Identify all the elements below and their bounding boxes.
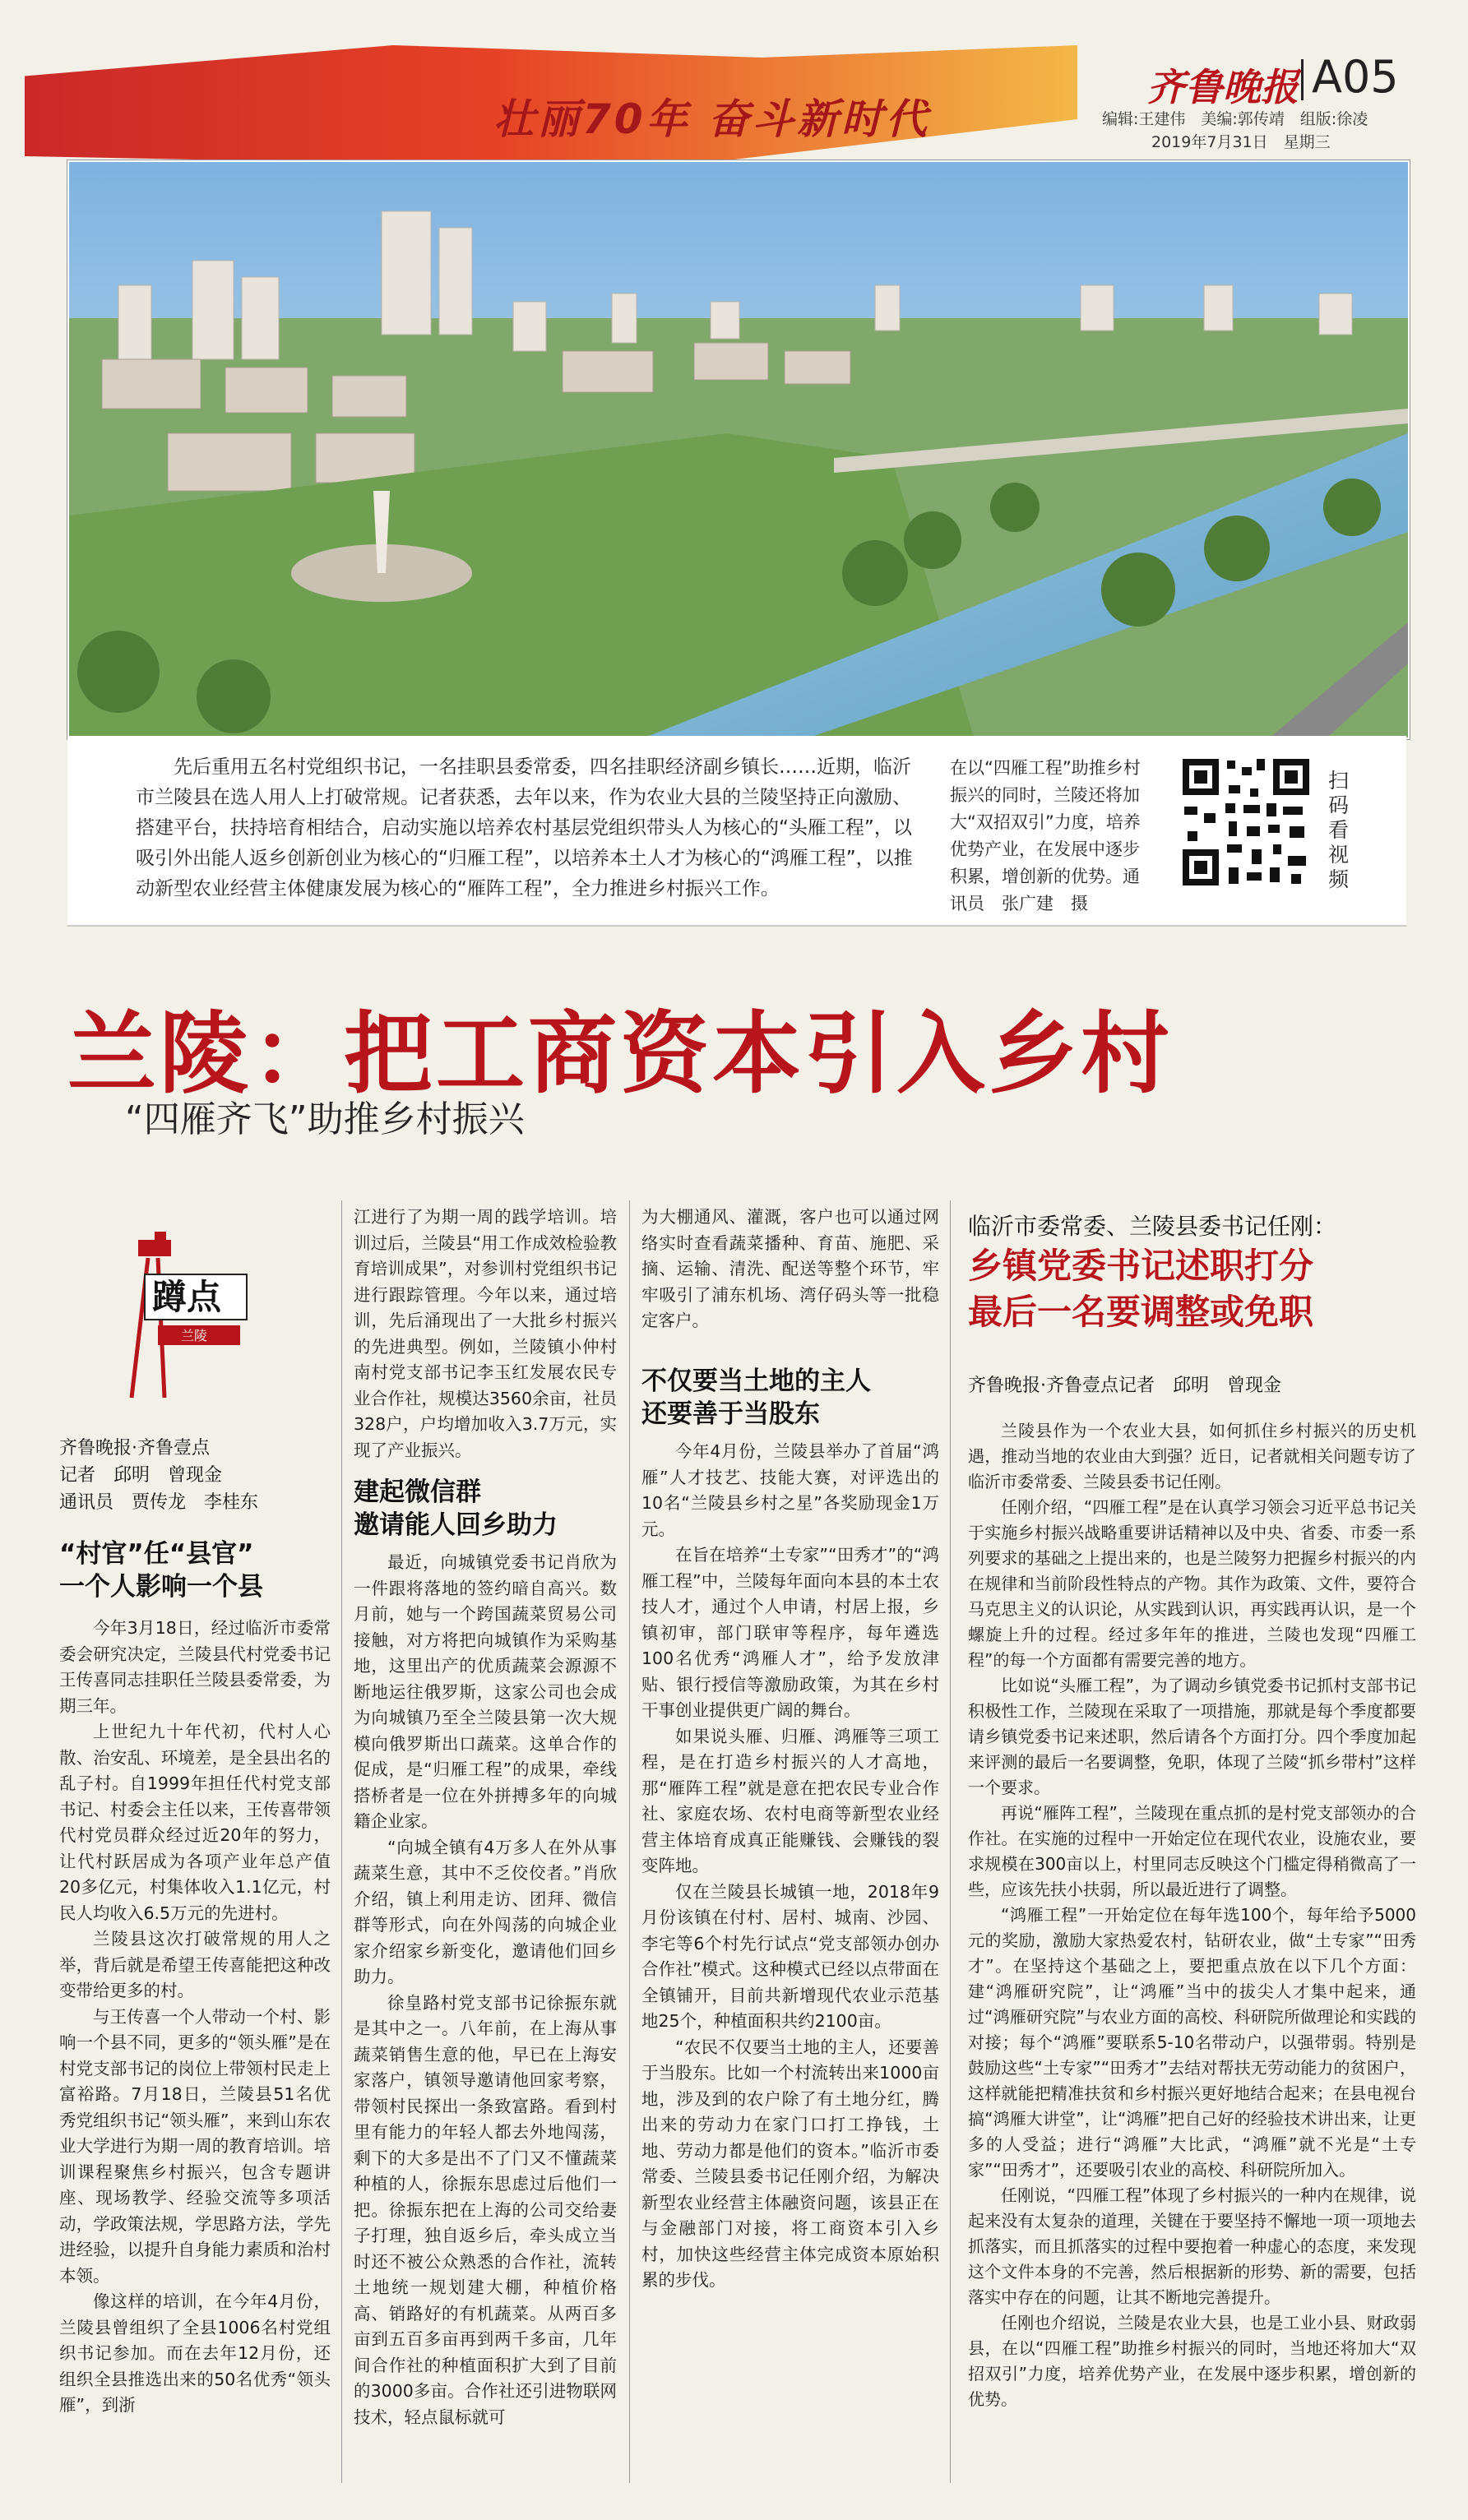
interview-title: 乡镇党委书记述职打分 最后一名要调整或免职	[968, 1246, 1314, 1332]
byline-line: 齐鲁晚报·齐鲁壹点	[59, 1438, 210, 1459]
paragraph: 在旨在培养“土专家”“田秀才”的“鸿雁工程”中，兰陵每年面向本县的本土农技人才，通过个人申请，村居上报，乡镇初审，部门联审等程序，每年遴选100名优秀“鸿雁人才”，给予发放津贴、银行授信等激励政策，为其在乡村干事创业提供更广阔的舞台。	[641, 1545, 939, 1720]
byline-line: 通讯员 贾传龙 李桂东	[59, 1492, 259, 1513]
paragraph: 上世纪九十年代初，代村人心散、治安乱、环境差，是全县出名的乱子村。自1999年担任代村党支部书记、村委会主任以来，王传喜带领代村党员群众经过近20年的努力，让代村跃居成为各项产业年总产值20多亿元，村集体收入1.1亿元，村民人均收入6.5万元的先进村。	[59, 1722, 331, 1923]
section-title: “村官”任“县官” 一个人影响一个县	[59, 1539, 263, 1602]
paragraph: “向城全镇有4万多人在外从事蔬菜生意，其中不乏佼佼者。”肖欣介绍，镇上利用走访、团拜、微信群等形式，向在外闯荡的向城企业家介绍家乡新变化，邀请他们回乡助力。	[354, 1837, 617, 1986]
logo-subtext: 兰陵	[181, 1328, 208, 1343]
paragraph: 今年3月18日，经过临沂市委常委会研究决定，兰陵县代村党委书记王传喜同志挂职任兰陵县委常委，为期三年。	[59, 1618, 331, 1716]
dundian-logo	[115, 1225, 255, 1406]
article-column-3-top	[641, 1205, 939, 1334]
paragraph: 兰陵县这次打破常规的用人之举，背后就是希望王传喜能把这种改变带给更多的村。	[59, 1929, 331, 2000]
article-column-3	[641, 1439, 939, 2294]
article-column-2-top	[354, 1205, 617, 1463]
byline	[59, 1435, 258, 1516]
slogan: 壮丽70年 奋斗新时代	[493, 95, 930, 143]
paragraph: 任刚介绍，“四雁工程”是在认真学习领会习近平总书记关于实施乡村振兴战略重要讲话精神以及中央、省委、市委一系列要求的基础之上提出来的，也是兰陵努力把握乡村振兴的内在规律和当前阶段性特点的产物。其作为政策、文件，要符合马克思主义的认识论，从实践到认识，再实践再认识，是一个螺旋上升的过程。经过多年年的推进，兰陵也发现“四雁工程”的每一个方面都有需要完善的地方。	[968, 1497, 1416, 1670]
paragraph: 比如说“头雁工程”，为了调动乡镇党委书记抓村支部书记积极性工作，兰陵现在采取了一项措施，那就是每个季度都要请乡镇党委书记来述职，然后请各个方面打分。四个季度加起来评测的最后一名要调整，免职，体现了兰陵“抓乡带村”这样一个要求。	[968, 1676, 1416, 1797]
interview-overline: 临沂市委常委、兰陵县委书记任刚：	[968, 1213, 1337, 1240]
paragraph: 最近，向城镇党委书记肖欣为一件跟将落地的签约暗自高兴。数月前，她与一个跨国蔬菜贸易公司接触，对方将把向城镇作为采购基地，这里出产的优质蔬菜会源源不断地运往俄罗斯，这家公司也会成为向城镇乃至全兰陵县第一次大规模向俄罗斯出口蔬菜。这单合作的促成，是“归雁工程”的成果，牵线搭桥者是一位在外拼搏多年的向城籍企业家。	[354, 1552, 617, 1831]
article-column-2	[354, 1550, 617, 2430]
qr-code[interactable]	[1176, 752, 1316, 892]
main-headline: 兰陵：把工商资本引入乡村	[67, 1003, 1174, 1106]
paragraph: 兰陵县作为一个农业大县，如何抓住乡村振兴的历史机遇，推动当地的农业由大到强？近日，记者就相关问题专访了临沂市委常委、兰陵县委书记任刚。	[968, 1421, 1416, 1491]
sub-headline: “四雁齐飞”助推乡村振兴	[125, 1098, 525, 1140]
issue-date: 2019年7月31日 星期三	[1151, 133, 1331, 151]
paragraph: 任刚说，“四雁工程”体现了乡村振兴的一种内在规律，说起来没有太复杂的道理，关键在于要坚持不懈地一项一项地去抓落实，而且抓落实的过程中要抱着一种虚心的态度，来发现这个文件本身的不完善，然后根据新的形势、新的需要，包括落实中存在的问题，让其不断地完善提升。	[968, 2185, 1416, 2307]
byline-line: 记者 邱明 曾现金	[59, 1465, 223, 1486]
editor-credits: 编辑:王建伟 美编:郭传靖 组版:徐凌	[1102, 110, 1368, 128]
paragraph: 像这样的培训，在今年4月份，兰陵县曾组织了全县1006名村党组织书记参加。而在去年12月份，还组织全县推选出来的50名优秀“领头雁”，到浙	[59, 2291, 331, 2415]
newspaper-name: 齐鲁晚报	[1147, 65, 1299, 109]
paragraph: 为大棚通风、灌溉，客户也可以通过网络实时查看蔬菜播种、育苗、施肥、采摘、运输、清洗、配送等整个环节，牢牢吸引了浦东机场、湾仔码头等一批稳定客户。	[641, 1207, 939, 1330]
section-title: 不仅要当土地的主人 还要善于当股东	[641, 1366, 871, 1429]
photo-illustration	[69, 162, 1408, 738]
photo-caption: 在以“四雁工程”助推乡村振兴的同时，兰陵还将加大“双招双引”力度，培养优势产业，在发展中逐步积累，增创新的优势。通讯员 张广建 摄	[950, 758, 1141, 913]
page-number: A05	[1312, 51, 1399, 103]
interview-byline: 齐鲁晚报·齐鲁壹点记者 邱明 曾现金	[968, 1376, 1281, 1396]
section-title: 建起微信群 邀请能人回乡助力	[354, 1477, 558, 1540]
paragraph: 江进行了为期一周的践学培训。培训过后，兰陵县“用工作成效检验教育培训成果”，对参训村党组织书记进行跟踪管理。今年以来，通过培训，先后涌现出了一大批乡村振兴的先进典型。例如，兰陵镇小仲村南村党支部书记李玉红发展农民专业合作社，规模达3560余亩，社员328户，户均增加收入3.7万元，实现了产业振兴。	[354, 1207, 617, 1460]
article-column-1	[59, 1616, 331, 2419]
paragraph: “鸿雁工程”一开始定位在每年选100个，每年给予5000元的奖励，激励大家热爱农村，钻研农业，做“土专家”“田秀才”。在坚持这个基础之上，要把重点放在以下几个方面：建“鸿雁研究院”，让“鸿雁”当中的拔尖人才集中起来，通过“鸿雁研究院”与农业方面的高校、科研院所做理论和实践的对接；每个“鸿雁”要联系5-10名带动户，以强带弱。特别是鼓励这些“土专家”“田秀才”去结对帮扶无劳动能力的贫困户，这样就能把精准扶贫和乡村振兴更好地结合起来；在县电视台搞“鸿雁大讲堂”，让“鸿雁”把自己好的经验技术讲出来，让更多的人受益；进行“鸿雁”大比武，“鸿雁”就不光是“土专家”“田秀才”，还要吸引农业的高校、科研院所加入。	[968, 1905, 1416, 2180]
qr-label: 扫码看视频	[1328, 769, 1350, 891]
masthead-divider	[1301, 59, 1304, 100]
paragraph: 与王传喜一个人带动一个村、影响一个县不同，更多的“领头雁”是在村党支部书记的岗位上带领村民走上富裕路。7月18日，兰陵县51名优秀党组织书记“领头雁”，来到山东农业大学进行为期一周的教育培训。培训课程聚焦乡村振兴，包含专题讲座、现场教学、经验交流等多项活动，学政策法规，学思路方法，学先进经验，以提升自身能力素质和治村本领。	[59, 2006, 331, 2286]
logo-text: 蹲点	[152, 1277, 222, 1317]
column-divider	[629, 1200, 630, 2483]
paragraph: 任刚也介绍说，兰陵是农业大县，也是工业小县、财政弱县，在以“四雁工程”助推乡村振兴的同时，当地还将加大“双招双引”力度，培养优势产业，在发展中逐步积累，增创新的优势。	[968, 2313, 1416, 2409]
paragraph: 仅在兰陵县长城镇一地，2018年9月份该镇在付村、居村、城南、沙园、李宅等6个村先行试点“党支部领办创办合作社”模式。这种模式已经以点带面在全镇铺开，目前共新增现代农业示范基地25个，种植面积共约2100亩。	[641, 1881, 939, 2031]
article-lead: 先后重用五名村党组织书记，一名挂职县委常委，四名挂职经济副乡镇长……近期，临沂市兰陵县在选人用人上打破常规。记者获悉，去年以来，作为农业大县的兰陵坚持正向激励、搭建平台，扶持培育相结合，启动实施以培养农村基层党组织带头人为核心的“头雁工程”，以吸引外出能人返乡创新创业为核心的“归雁工程”，以培养本土人才为核心的“鸿雁工程”，以推动新型农业经营主体健康发展为核心的“雁阵工程”，全力推进乡村振兴工作。	[136, 756, 913, 899]
column-divider	[341, 1200, 342, 2483]
paragraph: 如果说头雁、归雁、鸿雁等三项工程，是在打造乡村振兴的人才高地，那“雁阵工程”就是意在把农民专业合作社、家庭农场、农村电商等新型农业经营主体培育成真正能赚钱、会赚钱的裂变阵地。	[641, 1726, 939, 1875]
qr-code-icon	[1176, 752, 1316, 892]
paragraph: 再说“雁阵工程”，兰陵现在重点抓的是村党支部领办的合作社。在实施的过程中一开始定位在现代农业，设施农业，要求规模在300亩以上，村里同志反映这个门槛定得稍微高了一些，应该先扶小扶弱，所以最近进行了调整。	[968, 1803, 1416, 1899]
paragraph: 今年4月份，兰陵县举办了首届“鸿雁”人才技艺、技能大赛，对评选出的10名“兰陵县乡村之星”各奖励现金1万元。	[641, 1441, 939, 1539]
paragraph: “农民不仅要当土地的主人，还要善于当股东。比如一个村流转出来1000亩地，涉及到的农户除了有土地分红，腾出来的劳动力在家门口打工挣钱，土地、劳动力都是他们的资本。”临沂市委常委、兰陵县委书记任刚介绍，为解决新型农业经营主体融资问题，该县正在与金融部门对接，将工商资本引入乡村，加快这些经营主体完成资本原始积累的步伐。	[641, 2037, 939, 2290]
paragraph: 徐皇路村党支部书记徐振东就是其中之一。八年前，在上海从事蔬菜销售生意的他，早已在上海安家落户，镇领导邀请他回家考察，带领村民探出一条致富路。看到村里有能力的年轻人都去外地闯荡，剩下的大多是出不了门又不懂蔬菜种植的人，徐振东思虑过后他们一把。徐振东把在上海的公司交给妻子打理，独自返乡后，牵头成立当时还不被公众熟悉的合作社，流转土地统一规划建大棚，种植价格高、销路好的有机蔬菜。从两百多亩到五百多亩再到两千多亩，几年间合作社的种植面积扩大到了目前的3000多亩。合作社还引进物联网技术，轻点鼠标就可	[354, 1992, 617, 2427]
interview-body	[968, 1418, 1416, 2412]
city-aerial-photo	[67, 160, 1410, 739]
column-divider	[950, 1200, 951, 2483]
